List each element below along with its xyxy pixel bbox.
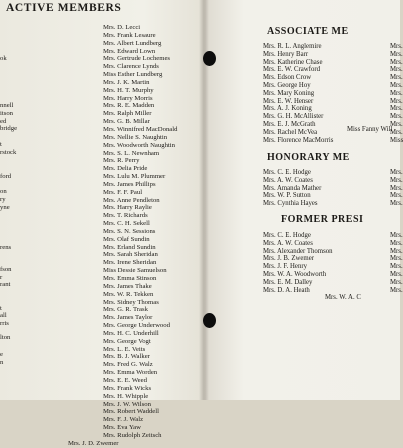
margin-stub: all <box>0 312 7 319</box>
list-item: Mrs. James Taylor <box>103 314 153 322</box>
margin-stub: ry <box>0 196 6 203</box>
list-item: Mrs. Emma Worden <box>103 369 158 377</box>
list-item: Miss Dessie Samuelson <box>103 267 167 275</box>
list-item: Mrs. James Phillips <box>103 180 156 188</box>
list-item: Mrs. Eva Yaw <box>103 424 141 432</box>
list-item: Mrs. Robert Waddell <box>103 408 159 416</box>
list-item: Mrs. Sarah Sheridan <box>103 251 158 259</box>
list-item-stub: Mrs. <box>390 105 403 113</box>
list-item: Mrs. Cynthia Hayes <box>263 200 318 208</box>
honorary-second-column <box>390 169 403 208</box>
list-item: Mrs. J. W. Wilson <box>103 400 151 408</box>
list-item: Mrs. Delia Pride <box>103 165 148 173</box>
list-item: Mrs. Erland Sundin <box>103 243 156 251</box>
list-item: Mrs. S. L. Newnham <box>103 149 160 157</box>
list-item: Mrs. Ralph Miller <box>103 110 152 118</box>
associate-trailing-name: Miss Fanny Will <box>347 126 393 133</box>
list-item-stub: Mrs. <box>390 176 403 184</box>
list-item: Mrs. W. R. Tekken <box>103 290 154 298</box>
list-item: Mrs. J. B. Zwemer <box>263 255 314 263</box>
binder-hole-bottom <box>203 313 216 328</box>
list-item-stub: Mrs. <box>390 89 403 97</box>
list-item-stub: Mrs. <box>390 255 403 263</box>
list-item: Mrs. George Vogt <box>103 337 151 345</box>
margin-stub: r <box>0 274 3 281</box>
former-second-column <box>390 232 403 294</box>
list-item-stub: Mrs. <box>390 120 403 128</box>
list-item: Mrs. F. F. Paul <box>103 188 143 196</box>
list-item-stub: Mrs. <box>390 232 403 239</box>
list-item-stub: Mrs. <box>390 239 403 247</box>
list-item: Mrs. Henry Barr <box>263 50 309 58</box>
list-item-stub: Mrs. <box>390 43 403 50</box>
list-item: Mrs. Woodworth Naughtin <box>103 141 175 149</box>
list-item: Mrs. Rudolph Zeitsch <box>103 431 162 439</box>
list-item-stub: Mrs. <box>390 184 403 192</box>
list-item: Mrs. W. A. Woodworth <box>263 270 327 278</box>
margin-stub: bridge <box>0 125 18 132</box>
list-item: Mrs. A. W. Coates <box>263 176 313 184</box>
list-item: Mrs. Clarence Lynds <box>103 63 159 71</box>
margin-stub: ok <box>0 55 7 62</box>
list-item: Mrs. E. E. Weed <box>103 376 147 384</box>
list-item-stub: Mrs. <box>390 169 403 176</box>
list-item: Mrs. E. W. Henser <box>263 97 314 105</box>
list-item: Mrs. Albert Lundberg <box>103 39 162 47</box>
list-item-stub: Miss <box>390 136 403 144</box>
list-item: Mrs. Mary Koning <box>263 89 315 97</box>
margin-stub: yne <box>0 204 10 211</box>
list-item: Mrs. George Hoy <box>263 81 311 89</box>
list-item: Mrs. C. E. Hodge <box>263 169 311 176</box>
former-presidents-list <box>263 232 333 294</box>
list-item: Mrs. G. B. Millar <box>103 118 150 126</box>
list-item: Mrs. S. N. Sessions <box>103 227 156 235</box>
list-item: Mrs. Frank Wicks <box>103 384 152 392</box>
active-members-list <box>68 24 178 448</box>
list-item: Mrs. J. F. Henry <box>263 263 308 271</box>
list-item: Mrs. Gertrude Lochemes <box>103 55 171 63</box>
list-item: Mrs. Irene Sheridan <box>103 259 157 267</box>
list-item: Mrs. Edward Lown <box>103 47 156 55</box>
margin-stub: on <box>0 188 7 195</box>
list-item: Mrs. T. Richards <box>103 212 148 220</box>
list-item: Mrs. F. J. Walz <box>103 416 144 424</box>
list-item: Mrs. H. C. Underhill <box>103 329 159 337</box>
list-item: Miss Esther Lundberg <box>103 71 163 79</box>
list-item: Mrs. E. W. Crawford <box>263 66 321 74</box>
list-item: Mrs. G. H. McAllister <box>263 113 324 121</box>
list-item: Mrs. Frank Lesaure <box>103 31 156 39</box>
binder-hole-top <box>203 51 216 66</box>
list-item: Mrs. E. M. Dalley <box>263 278 313 286</box>
list-item: Mrs. R. Perry <box>103 157 140 165</box>
list-item-stub: Mrs. <box>390 278 403 286</box>
list-item: Mrs. Sidney Thomas <box>103 298 159 306</box>
list-item-stub: Mrs. <box>390 97 403 105</box>
margin-stub: ford <box>0 173 12 180</box>
list-item-last: Mrs. J. D. Zwemer <box>68 439 119 447</box>
list-item-stub: Mrs. <box>390 192 403 200</box>
margin-stub: rens <box>0 244 12 251</box>
list-item: Mrs. James Thake <box>103 282 152 290</box>
list-item: Mrs. Florence MacMorris <box>263 136 334 144</box>
former-presidents-heading: FORMER PRESI <box>281 214 364 225</box>
list-item-stub: Mrs. <box>390 128 403 136</box>
active-members-heading: ACTIVE MEMBERS <box>6 2 122 14</box>
list-item-stub: Mrs. <box>390 50 403 58</box>
margin-stub: ed <box>0 118 7 125</box>
list-item: Mrs. Rachel McVea <box>263 128 318 136</box>
list-item: Mrs. B. J. Walker <box>103 353 150 361</box>
list-item-stub: Mrs. <box>390 81 403 89</box>
list-item: Mrs. C. H. Sekell <box>103 220 150 228</box>
list-item: Mrs. A. J. Koning <box>263 105 312 113</box>
list-item-stub: Mrs. <box>390 113 403 121</box>
list-item-stub: Mrs. <box>390 286 403 294</box>
margin-stub: rstock <box>0 149 17 156</box>
list-item: Mrs. Edson Crow <box>263 74 312 82</box>
list-item: Mrs. Emma Stinson <box>103 275 157 282</box>
list-item-stub: Mrs. <box>390 263 403 271</box>
associate-members-list <box>263 43 333 144</box>
list-item-stub: Mrs. <box>390 200 403 208</box>
margin-stub: rant <box>0 281 11 288</box>
margin-stub: nnell <box>0 102 14 109</box>
list-item: Mrs. Harry Raylie <box>103 204 152 212</box>
right-page <box>205 0 403 400</box>
list-item: Mrs. R. L. Anglemire <box>263 43 322 50</box>
margin-stub: e <box>0 351 3 358</box>
associate-members-heading: ASSOCIATE ME <box>267 26 349 37</box>
list-item: Mrs. H. T. Murphy <box>103 86 154 94</box>
list-item: Mrs. Fred G. Walz <box>103 361 153 369</box>
list-item-stub: Mrs. <box>390 270 403 278</box>
margin-stub: itson <box>0 110 14 117</box>
list-item: Mrs. Anne Pendleton <box>103 196 160 204</box>
list-item: Mrs. Amanda Mather <box>263 184 322 192</box>
list-item: Mrs. D. Lecci <box>103 24 141 31</box>
honorary-members-heading: HONORARY ME <box>267 152 350 163</box>
margin-stub: t <box>0 141 2 148</box>
margin-stub: lton <box>0 334 11 341</box>
list-item: Mrs. W. P. Sutton <box>263 192 311 200</box>
list-item: Mrs. Katherine Chase <box>263 58 323 66</box>
margin-stub: rris <box>0 320 9 327</box>
margin-stub: n <box>0 359 4 366</box>
list-item: Mrs. H. Whipple <box>103 392 149 400</box>
list-item: Mrs. C. E. Hodge <box>263 232 311 239</box>
list-item: Mrs. Winnifred MacDonald <box>103 125 178 133</box>
margin-stub: t <box>0 305 2 312</box>
list-item: Mrs. A. W. Coates <box>263 239 313 247</box>
list-item: Mrs. G. R. Trask <box>103 306 148 314</box>
list-item: Mrs. R. E. Madden <box>103 102 155 110</box>
list-item-stub: Mrs. <box>390 74 403 82</box>
list-item: Mrs. Harry Morris <box>103 94 153 102</box>
list-item: Mrs. L. E. Veits <box>103 345 146 353</box>
list-item: Mrs. J. K. Martin <box>103 78 150 86</box>
list-item: Mrs. George Underwood <box>103 322 170 330</box>
list-item: Mrs. Lulu M. Plummer <box>103 173 166 181</box>
list-item-stub: Mrs. <box>390 247 403 255</box>
list-item: Mrs. Olaf Sundin <box>103 235 150 243</box>
list-item: Mrs. Nellie S. Naughtin <box>103 133 168 141</box>
former-trailing-name: Mrs. W. A. C <box>325 294 361 301</box>
honorary-members-list <box>263 169 321 208</box>
list-item: Mrs. D. A. Heath <box>263 286 310 294</box>
list-item-stub: Mrs. <box>390 66 403 74</box>
list-item: Mrs. E. J. McGrath <box>263 120 316 128</box>
margin-stub: fson <box>0 266 12 273</box>
list-item-stub: Mrs. <box>390 58 403 66</box>
list-item: Mrs. Alexander Thomson <box>263 247 333 255</box>
